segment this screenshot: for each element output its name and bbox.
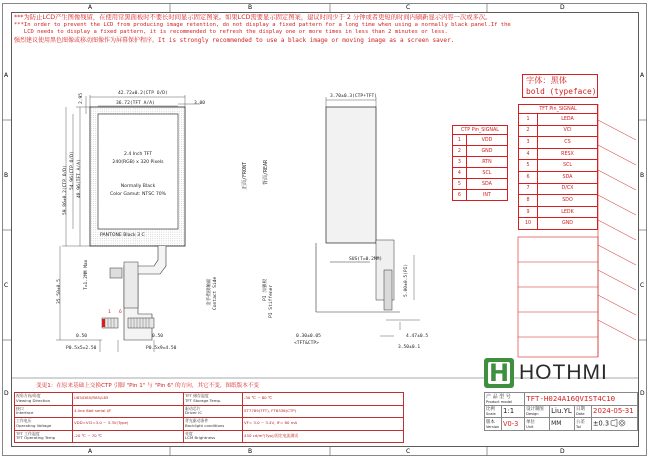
ctp-pin-signal: VDD — [466, 135, 507, 146]
spec-label-en: Viewing Direction — [16, 397, 51, 403]
dim-050-right: 0.50 — [152, 334, 164, 339]
ctp-pin-num: 4 — [453, 168, 467, 179]
version-label-en: Version — [486, 424, 500, 429]
dim-side-bottom-sub: <TFT&CTP> — [294, 341, 319, 346]
dim-side-447: 4.47±0.5 — [406, 334, 429, 339]
change-note: 变更1：在原来基础上交换CTP 引脚 "Pin 1" 与 "Pin 6" 的方向，其它不变，图纸版本不变 — [36, 383, 260, 389]
design-label-cn: 设计制图 — [526, 407, 544, 413]
tft-pin-num: 7 — [519, 183, 538, 195]
ctp-pin-num: 6 — [453, 190, 467, 201]
dim-fpc-length: 35.50±0.5 — [57, 279, 62, 304]
dim-ctp-height: 54.96(CTP O/D) — [70, 151, 75, 190]
dim-ctp-width: 42.72±0.2(CTP O/D) — [118, 91, 168, 96]
ctp-pin-num: 5 — [453, 179, 467, 190]
stiffener-label-cn: PI 加强板 — [263, 278, 268, 301]
tft-pin-num: 8 — [519, 195, 538, 207]
spec-table — [14, 392, 404, 443]
spec-label-en: LCM Brightness — [185, 435, 216, 441]
scale-label-cn: 比例 — [486, 407, 495, 413]
warning-line-3: LCD needs to display a fixed pattern, it is recommended to refresh the display one or more times in less than 2 minutes or less. — [14, 29, 448, 36]
contact-label-en: Contact Side — [213, 276, 218, 310]
spec-value: VDD=VCI=3.0 ~ 3.3V(Type) — [73, 418, 184, 431]
unit-label — [525, 418, 550, 431]
spec-value: 450 cd/m²(Typ)/固定电流测试 — [243, 430, 404, 443]
unit-label-en: Unit — [526, 424, 534, 429]
spec-label-cn: 亮度 — [185, 430, 193, 436]
product-label — [485, 393, 525, 406]
tft-pin-num: 6 — [519, 171, 538, 183]
product-label-en: Product model — [486, 400, 512, 405]
grid-row-a-right: A — [640, 72, 645, 79]
grid-col-c-top: C — [406, 4, 411, 11]
tft-pin-num: 9 — [519, 206, 538, 218]
tol-label — [575, 418, 592, 431]
sus-label: SUS(T=0.2MM) — [349, 257, 383, 262]
ctp-pin-num: 3 — [453, 157, 467, 168]
ctp-pin-num: 2 — [453, 146, 467, 157]
warning-line-1: ***为防止LCD产生图像残留，在使用常黑面板时不要长时间显示固定图案。如果LCD需要显示固定图案，建议时间少于 2 分钟或者更短的时间内刷新显示内容一次或多次。 — [14, 14, 492, 21]
spec-label — [15, 405, 73, 418]
version-value: V0-3 — [502, 418, 525, 431]
pin-6-marker: 6 — [119, 310, 122, 315]
contact-label-cn: 金手指接触面 — [207, 278, 212, 306]
tol-label-en: Tol — [576, 424, 581, 429]
dim-pitch-tft: P0.5x9=4.50 — [146, 346, 177, 351]
tft-pin-signal: D/CX — [538, 183, 598, 195]
unit-label-cn: 单位 — [526, 419, 535, 425]
tft-pin-num: 4 — [519, 148, 538, 160]
date-label-en: Date — [576, 412, 585, 417]
dim-050-left: 0.50 — [76, 334, 88, 339]
tft-pin-num: 5 — [519, 160, 538, 172]
pantone-label: PANTONE Black 3 C — [100, 233, 145, 238]
tft-pin-signal: LEDK — [538, 206, 598, 218]
tft-pin-num: 1 — [519, 114, 538, 126]
spec-label-cn: 视角方向/角度 — [16, 393, 41, 399]
ctp-pin-signal: RTN — [466, 157, 507, 168]
tft-pin-signal: VCI — [538, 125, 598, 137]
font-note-line-1: 字体：黑体 — [526, 75, 567, 85]
date-value: 2024-05-31 — [592, 405, 638, 418]
grid-col-b-bottom: B — [248, 448, 253, 455]
ctp-pin-header: CTP Pin_SIGNAL — [453, 126, 508, 135]
spec-label-cn: 接口 — [16, 405, 24, 411]
dim-top-margin: 3.00 — [194, 101, 206, 106]
spec-label — [15, 418, 73, 431]
panel-title: 2.4 Inch TFT — [123, 152, 153, 157]
panel-mode: Normally Black — [120, 184, 156, 189]
date-label — [575, 405, 592, 418]
tol-value: ±0.3 — [593, 419, 610, 428]
tft-pin-signal: SCL — [538, 160, 598, 172]
label-front: 正面/FRONT — [242, 161, 248, 190]
ctp-pin-signal: INT — [466, 190, 507, 201]
pin-1-marker: 1 — [108, 310, 111, 315]
spec-label — [15, 430, 73, 443]
tft-pin-signal: RESX — [538, 148, 598, 160]
spec-label-en: TFT Operating Temp — [16, 435, 56, 441]
dim-pitch-ctp: P0.5x5=2.50 — [66, 346, 97, 351]
scale-label-en: Scale — [486, 412, 496, 417]
tol-cell — [592, 418, 638, 431]
design-value: Liu.YL — [550, 405, 575, 418]
font-note-line-2: bold (typeface) — [526, 87, 597, 96]
tft-pin-header: TFT Pin_SIGNAL — [519, 105, 598, 114]
dim-tft-aa-width: 36.72(TFT A/A) — [116, 101, 155, 106]
unit-value: MM — [550, 418, 575, 431]
grid-col-d-top: D — [560, 4, 565, 11]
logo-mark — [484, 358, 514, 388]
grid-col-b-top: B — [248, 4, 253, 11]
grid-row-d-left: D — [4, 390, 9, 397]
warning-line-4: 强烈建议使用黑色图像或移动图像作为屏幕保护程序。It is strongly recommended to use a black image or moving image as a screen saver. — [14, 36, 455, 44]
grid-col-a-top: A — [88, 4, 93, 11]
tft-pin-signal: SDO — [538, 195, 598, 207]
spec-label-en: Interface — [16, 410, 34, 416]
tft-pin-num: 2 — [519, 125, 538, 137]
product-model: TFT-H024A16QVIST4C10 — [525, 393, 638, 406]
tft-pin-signal: SDA — [538, 171, 598, 183]
spec-value: 4-line 8bit serial I/F — [73, 405, 184, 418]
design-label — [525, 405, 550, 418]
warning-line-2: ***In order to prevent the LCD from producing image retention, do not display a fixed pattern for a long time when using a normally black panel.If the — [14, 21, 511, 28]
panel-resolution: 240(RGB) x 320 Pixels — [112, 160, 164, 165]
tft-pin-num: 3 — [519, 137, 538, 149]
grid-row-c-right: C — [640, 282, 645, 289]
dim-side-pi: 5.00±0.5(PI) — [404, 263, 409, 297]
design-label-en: Design — [526, 412, 539, 417]
spec-label-cn: 背光驱动条件 — [185, 418, 209, 424]
stiffener-label-en: PI Stiffener — [269, 284, 274, 318]
grid-col-d-bottom: D — [560, 448, 565, 455]
logo-brand: HOTHMI — [519, 361, 608, 384]
spec-label-en: Operating Voltage — [16, 422, 52, 428]
scale-label — [485, 405, 502, 418]
spec-value: VF= 3.0 ~ 3.4V, IF= 80 mA — [243, 418, 404, 431]
tft-pin-signal: LEDA — [538, 114, 598, 126]
scale-value: 1:1 — [502, 405, 525, 418]
tft-pin-num: 10 — [519, 218, 538, 230]
spec-value: U85/D85/R85/L85 — [73, 393, 184, 406]
ctp-pin-num: 1 — [453, 135, 467, 146]
logo-letter: H — [488, 359, 510, 387]
spec-label — [184, 405, 243, 418]
spec-label-cn: 工作电压 — [16, 418, 32, 424]
title-block — [484, 392, 638, 431]
ctp-pin-signal: SCL — [466, 168, 507, 179]
spec-label — [184, 430, 243, 443]
spec-label — [184, 418, 243, 431]
grid-row-a-left: A — [4, 72, 9, 79]
ctp-pin-signal: SDA — [466, 179, 507, 190]
spec-label-en: Backlight conditions — [185, 422, 225, 428]
date-label-cn: 日期 — [576, 407, 585, 413]
spec-label — [15, 393, 73, 406]
version-label-cn: 版本 — [486, 419, 495, 425]
dim-tft-aa-height: 48.96(TFT A/A) — [77, 159, 82, 198]
grid-row-d-right: D — [640, 390, 645, 397]
spec-label-cn: TFT 储存温度 — [185, 393, 209, 399]
ctp-pin-signal: GND — [466, 146, 507, 157]
spec-label-cn: 驱动芯片 — [185, 405, 201, 411]
grid-col-a-bottom: A — [88, 448, 93, 455]
spec-label-en: Driver IC — [185, 410, 203, 416]
label-rear: 背面/REAR — [263, 159, 269, 185]
spec-label-cn: TFT 工作温度 — [16, 430, 40, 436]
dim-outer-height: 59.86±0.2(CTP O/D) — [63, 165, 68, 215]
spec-value: -30 ℃ ~ 80 ℃ — [243, 393, 404, 406]
spec-label-en: TFT Storage Temp. — [185, 397, 222, 403]
dim-left-top: 2.95 — [79, 92, 84, 104]
dim-thickness-max: T=1.2MM Max — [84, 259, 89, 290]
grid-row-b-right: B — [640, 172, 645, 179]
spec-value: ST7789(TFT), FT6336(CTP) — [243, 405, 404, 418]
spec-label — [184, 393, 243, 406]
dim-side-thickness: 3.70±0.3(CTP+TFT) — [330, 94, 378, 99]
dim-side-350: 3.50±0.1 — [398, 345, 421, 350]
grid-row-b-left: B — [4, 172, 9, 179]
spec-value: -20 ℃ ~ 70 ℃ — [73, 430, 184, 443]
tol-label-cn: 公差 — [576, 419, 585, 425]
panel-gamut: Color Gamut: NTSC 70% — [109, 192, 167, 197]
tft-pin-signal: CS — [538, 137, 598, 149]
projection-symbol-icon — [610, 419, 626, 429]
grid-col-c-bottom: C — [406, 448, 411, 455]
tft-pin-signal: GND — [538, 218, 598, 230]
grid-row-c-left: C — [4, 282, 9, 289]
dim-side-bottom: 0.30±0.05 — [296, 334, 321, 339]
product-label-cn: 产 品 型 号 — [486, 394, 511, 401]
version-label — [485, 418, 502, 431]
